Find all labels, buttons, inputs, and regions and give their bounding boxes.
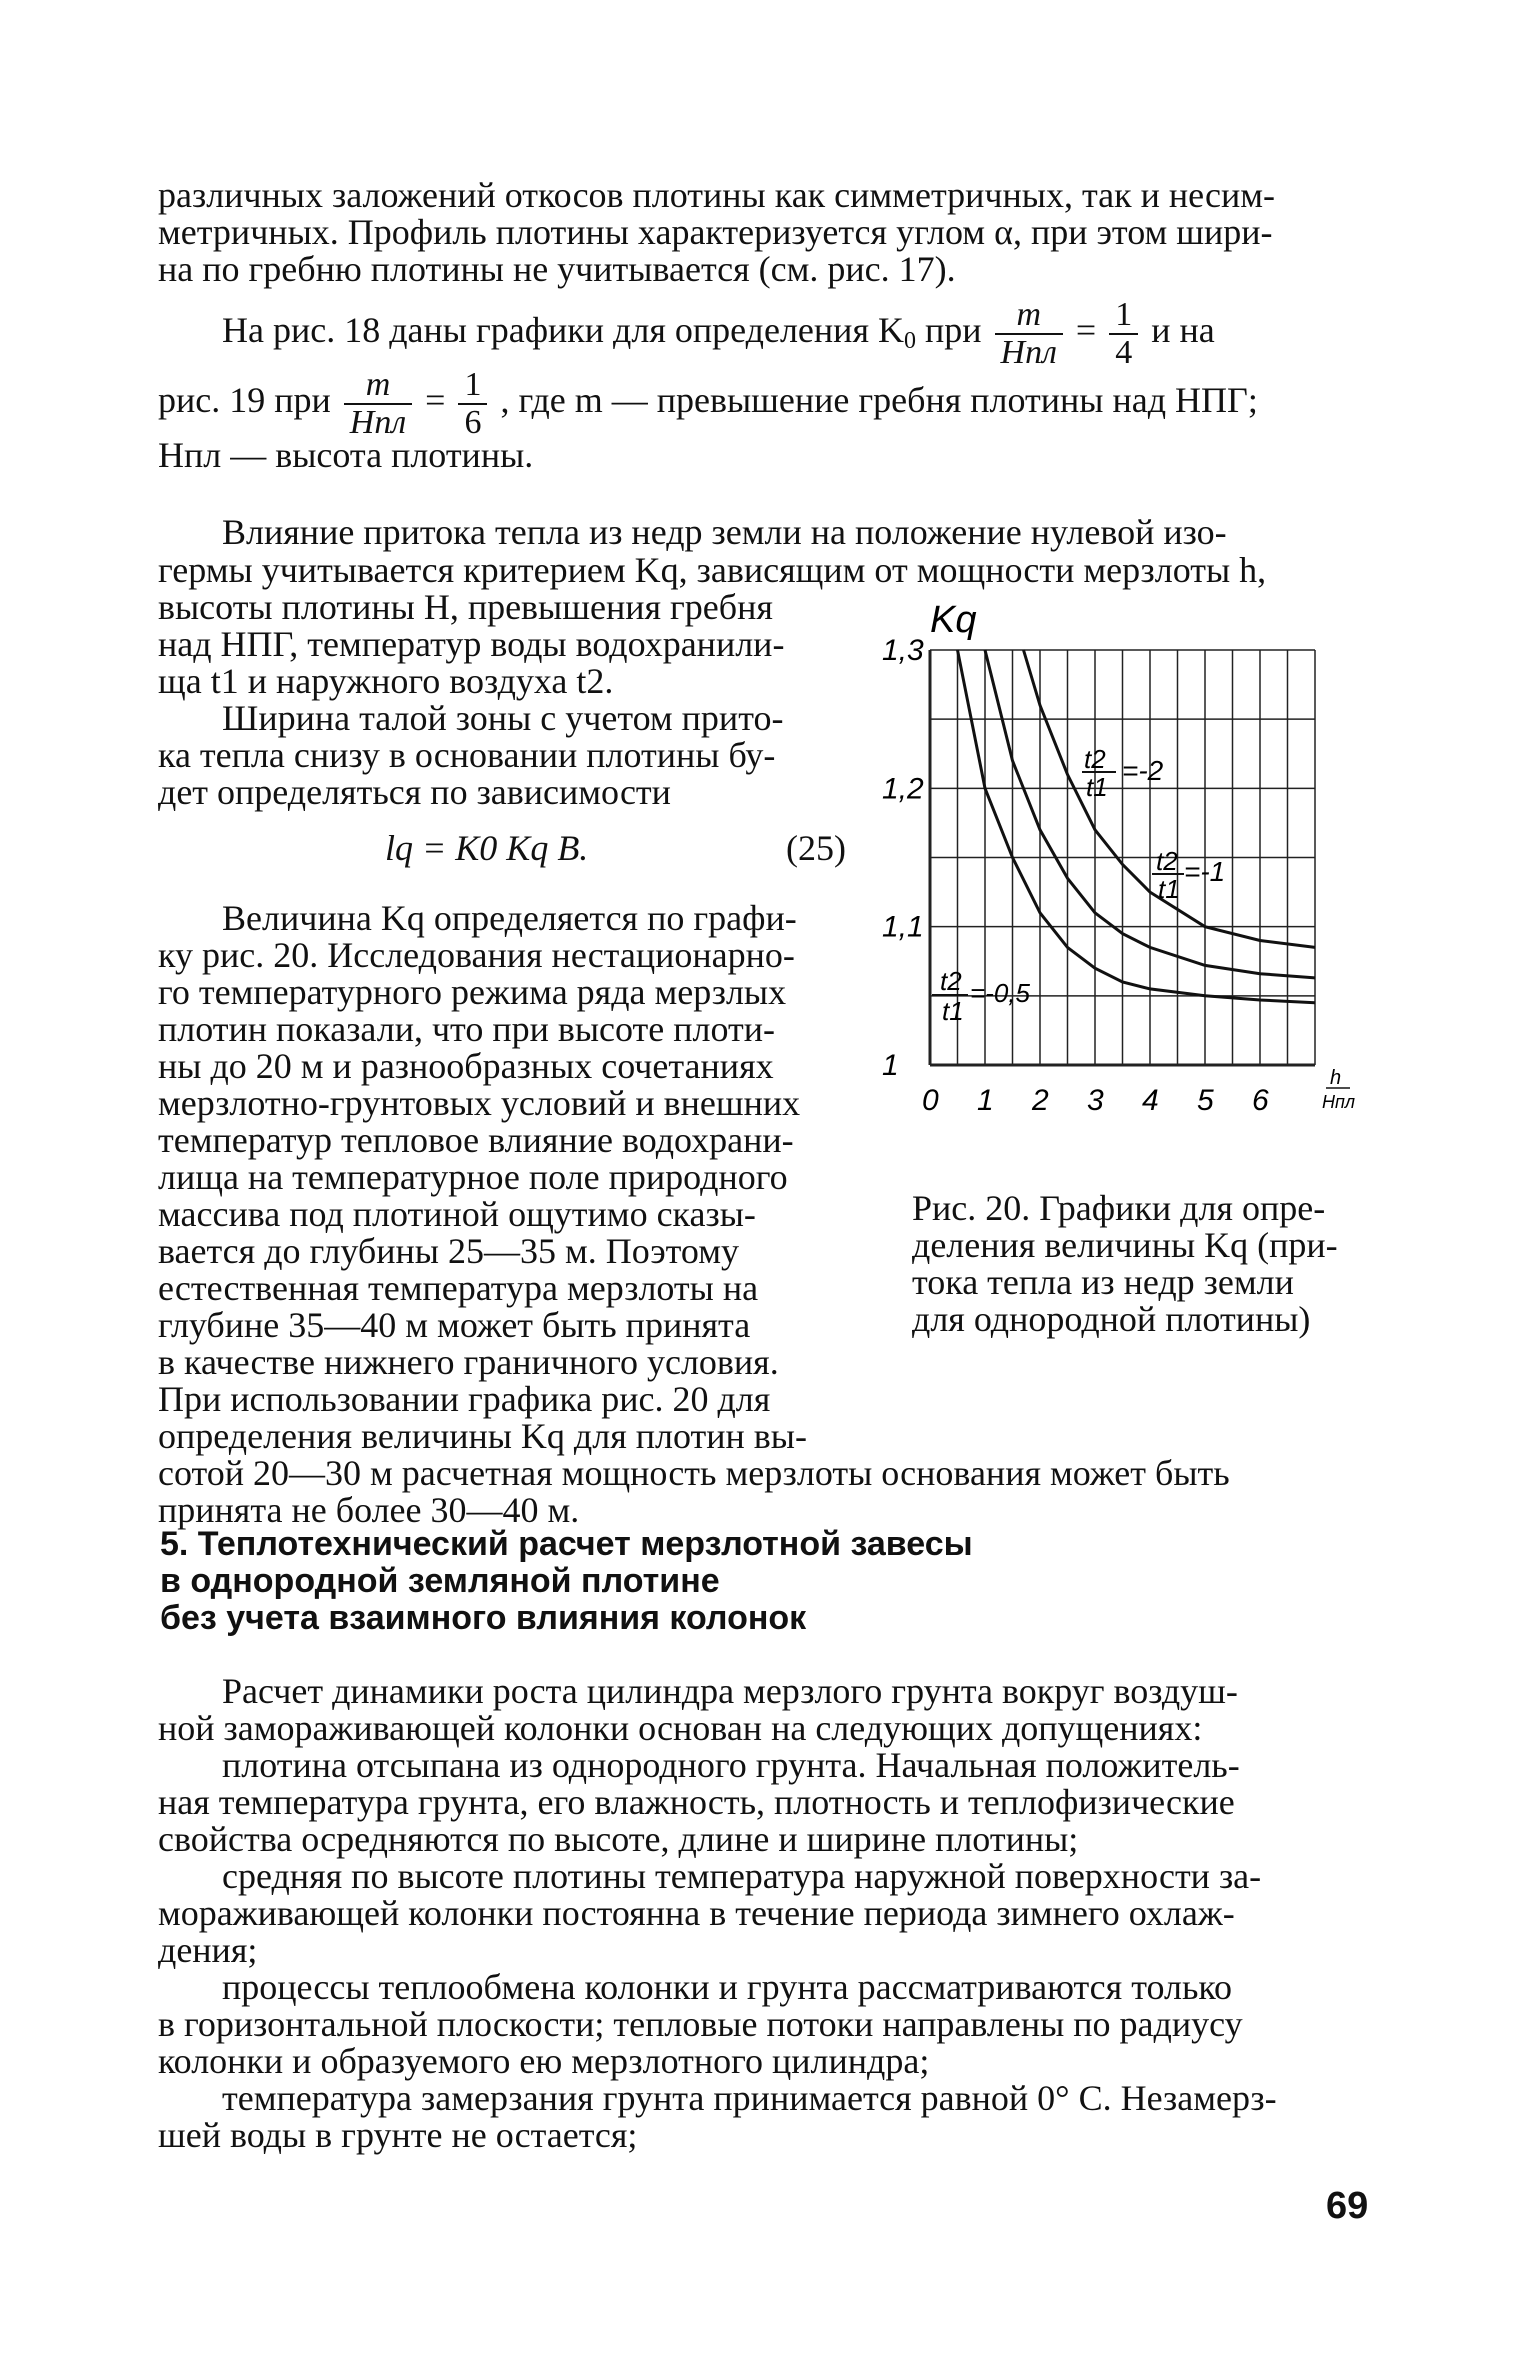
influence-line-2: гермы учитывается критерием Kq, зависящим от мощности мерзлоты h, (158, 550, 1267, 590)
section-line-5: свойства осредняются по высоте, длине и ширине плотины; (158, 1819, 1079, 1859)
annotation-minus-1 (1152, 846, 1225, 904)
y-tick-label: 1,2 (882, 772, 924, 806)
section-line-1: Расчет динамики роста цилиндра мерзлого грунта вокруг воздуш- (222, 1671, 1238, 1711)
narrow2-line-5: ны до 20 м и разнообразных сочетаниях (158, 1046, 774, 1086)
ann1-value: =-2 (1122, 755, 1164, 786)
narrow-line-1: высоты плотины H, превышения гребня (158, 587, 773, 627)
figure-caption-2: деления величины Kq (при- (912, 1225, 1338, 1265)
narrow2-line-6: мерзлотно-грунтовых условий и внешних (158, 1083, 801, 1123)
section-line-7: мораживающей колонки постоянна в течение периода зимнего охлаж- (158, 1893, 1235, 1933)
narrow2-line-12: глубине 35—40 м может быть принята (158, 1305, 751, 1345)
y-tick-label: 1,3 (882, 634, 924, 667)
narrow2-line-11: естественная температура мерзлоты на (158, 1268, 759, 1308)
frac-num: m (995, 297, 1063, 335)
narrow2-line-3: го температурного режима ряда мерзлых (158, 972, 787, 1012)
hpl-line: Hпл — высота плотины. (158, 435, 534, 475)
formula-number: (25) (786, 828, 846, 868)
ann2-value: =-1 (1184, 856, 1226, 887)
section-line-13: шей воды в грунте не остается; (158, 2115, 638, 2155)
text-line-3: на по гребню плотины не учитывается (см. рис. 17). (158, 249, 956, 289)
fig18-mid: при (916, 310, 991, 350)
x-tick-label: 1 (977, 1084, 994, 1117)
section-line-10: в горизонтальной плоскости; тепловые потоки направлены по радиусу (158, 2004, 1243, 2044)
narrow-line-4: Ширина талой зоны с учетом прито- (222, 698, 784, 738)
val-den-2: 6 (464, 403, 482, 441)
x-tick-label: 0 (922, 1084, 939, 1117)
xlab-den: Hпл (1322, 1092, 1356, 1112)
section-line-9: процессы теплообмена колонки и грунта рассматриваются только (222, 1967, 1233, 2007)
fig18-line (222, 290, 1215, 370)
fig18-eq: = (1075, 310, 1106, 350)
section-line-4: ная температура грунта, его влажность, плотность и теплофизические (158, 1782, 1235, 1822)
y-tick-label: 1 (882, 1049, 899, 1082)
text-line-1: различных заложений откосов плотины как симметричных, так и несим- (158, 175, 1276, 215)
section-line-2: ной замораживающей колонки основан на следующих допущениях: (158, 1708, 1203, 1748)
figure-caption-4: для однородной плотины) (912, 1299, 1311, 1339)
section-heading-2: в однородной земляной плотине (160, 1562, 720, 1600)
narrow2-line-14: При использовании графика рис. 20 для (158, 1379, 771, 1419)
xlab-num: h (1330, 1067, 1342, 1089)
fig18-end: и на (1151, 310, 1215, 350)
one-sixth-fraction (458, 367, 487, 440)
kq-axis-label: Kq (930, 599, 977, 641)
annotation-minus-05 (932, 966, 1031, 1026)
narrow2-line-4: плотин показали, что при высоте плоти- (158, 1009, 775, 1049)
ann1-top: t2 (1084, 744, 1106, 774)
fig19-line (158, 360, 1258, 440)
narrow2-line-10: вается до глубины 25—35 м. Поэтому (158, 1231, 739, 1271)
narrow2-line-8: лища на температурное поле природного (158, 1157, 788, 1197)
x-axis-label (1322, 1067, 1355, 1112)
ann2-top: t2 (1156, 846, 1178, 876)
frac-den-2: Hпл (349, 403, 407, 441)
narrow2-line-9: массива под плотиной ощутимо сказы- (158, 1194, 756, 1234)
page-number: 69 (1326, 2185, 1369, 2227)
val-den: 4 (1115, 333, 1133, 371)
chart-series (958, 650, 1316, 1003)
fig19-end: , где m — превышение гребня плотины над НПГ; (500, 380, 1258, 420)
x-tick-label: 5 (1197, 1084, 1214, 1117)
section-line-8: дения; (158, 1930, 258, 1970)
formula-25: lq = K0 Kq B. (385, 828, 589, 868)
narrow2-line-1: Величина Kq определяется по графи- (222, 898, 797, 938)
narrow-line-5: ка тепла снизу в основании плотины бу- (158, 735, 776, 775)
frac-den: Hпл (1000, 333, 1057, 371)
text-line-2: метричных. Профиль плотины характеризуется углом α, при этом шири- (158, 212, 1273, 252)
ann1-bottom: t1 (1086, 772, 1108, 802)
fig19-start: рис. 19 при (158, 380, 340, 420)
wide3-line-2: принята не более 30—40 м. (158, 1490, 580, 1530)
section-heading-3: без учета взаимного влияния колонок (160, 1599, 807, 1637)
ann2-bottom: t1 (1158, 874, 1180, 904)
wide3-line-1: сотой 20—30 м расчетная мощность мерзлоты основания может быть (158, 1453, 1230, 1493)
narrow2-line-2: ку рис. 20. Исследования нестационарно- (158, 935, 795, 975)
x-tick-label: 3 (1087, 1084, 1104, 1117)
figure-caption-3: тока тепла из недр земли (912, 1262, 1294, 1302)
section-line-6: средняя по высоте плотины температура наружной поверхности за- (222, 1856, 1262, 1896)
section-line-3: плотина отсыпана из однородного грунта. Начальная положитель- (222, 1745, 1240, 1785)
section-line-11: колонки и образуемого ею мерзлотного цилиндра; (158, 2041, 930, 2081)
y-tick-label: 1,1 (882, 910, 924, 944)
x-tick-label: 2 (1032, 1084, 1049, 1117)
val-num-2: 1 (458, 367, 487, 405)
val-num: 1 (1109, 297, 1138, 335)
x-tick-label: 4 (1142, 1084, 1159, 1117)
m-over-hpl-fraction-2 (344, 367, 412, 440)
ann3-top: t2 (940, 966, 962, 996)
ann3-bottom: t1 (942, 996, 964, 1026)
series-line-3 (958, 650, 1316, 1003)
narrow2-line-7: температур тепловое влияние водохрани- (158, 1120, 794, 1160)
narrow-line-3: ща t1 и наружного воздуха t2. (158, 661, 614, 701)
x-tick-label: 6 (1252, 1084, 1269, 1117)
figure-caption-1: Рис. 20. Графики для опре- (912, 1188, 1326, 1228)
frac-num-2: m (344, 367, 412, 405)
fig19-eq: = (425, 380, 455, 420)
section-heading-1: 5. Теплотехнический расчет мерзлотной завесы (160, 1525, 973, 1563)
narrow2-line-15: определения величины Kq для плотин вы- (158, 1416, 807, 1456)
influence-line-1: Влияние притока тепла из недр земли на положение нулевой изо- (222, 512, 1227, 552)
narrow2-line-13: в качестве нижнего граничного условия. (158, 1342, 779, 1382)
narrow-line-6: дет определяться по зависимости (158, 772, 671, 812)
narrow-line-2: над НПГ, температур воды водохранили- (158, 624, 785, 664)
k0-subscript: 0 (904, 328, 916, 354)
ann3-value: =-0,5 (970, 978, 1030, 1008)
section-line-12: температура замерзания грунта принимается равной 0° С. Незамерз- (222, 2078, 1277, 2118)
fig18-start: На рис. 18 даны графики для определения K (222, 310, 904, 350)
